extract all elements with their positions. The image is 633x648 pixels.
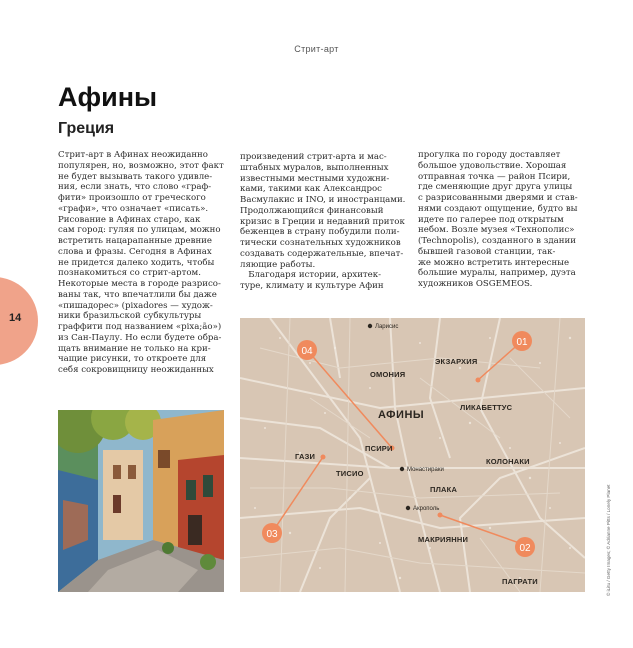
text-line: Благодаря истории, архитек- (240, 270, 382, 281)
marker-01[interactable] (512, 331, 532, 351)
text-line: Васмулакис и INO, и иностранцами. (240, 195, 406, 205)
text-line: художников OSGEMEOS. (418, 279, 533, 289)
text-line: штабных муралов, выполненных (240, 162, 389, 173)
landmark-acropolis-label: Акрополь (413, 506, 440, 512)
text-line: создавать содержательные, впечат- (240, 248, 404, 259)
text-line: сам город: гуляя по улицам, можно (58, 225, 221, 236)
text-line: с разрисованными дверями и став- (418, 193, 578, 203)
text-line: нями создают ощущение, будто вы (418, 203, 578, 214)
text-line: «пишадорес» (pixadores — худож- (58, 300, 213, 311)
text-line: чащие рисунки, то откроете для (58, 354, 207, 365)
text-line: большие муралы, например, дуэта (418, 268, 576, 279)
text-column-1 (58, 150, 228, 376)
text-line: познакомиться со стрит-артом. (58, 268, 201, 279)
district-thisio: ТИСИО (336, 469, 364, 478)
text-line: популярен, но, возможно, этот факт (58, 160, 224, 171)
text-line: ляющие работы. (240, 259, 316, 270)
marker-04[interactable] (297, 340, 317, 360)
marker-01-label: 01 (516, 337, 528, 348)
text-line: беженцев в страну побудили поли- (240, 227, 400, 238)
text-line: ками, такими как Александрос (240, 184, 382, 195)
district-pagrati: ПАГРАТИ (502, 577, 538, 586)
text-line: ния, если знать, что слово «граф- (58, 182, 212, 193)
text-line: граффити под названием «pixa;ão») (58, 322, 222, 332)
text-line: Продолжающийся финансовый (240, 205, 384, 216)
text-line: не будет вызывать такого удивле- (58, 171, 213, 182)
landmark-monastiraki (400, 467, 444, 473)
text-line: себя сокровищницу неожиданных (58, 365, 214, 375)
text-line: произведений стрит-арта и мас- (240, 152, 387, 162)
text-line: отправная точка — район Псири, (418, 171, 571, 182)
text-line: тически сознательных художников (240, 238, 401, 248)
marker-03-label: 03 (266, 529, 278, 540)
text-line: бывшей газовой станции, так- (418, 246, 556, 257)
marker-04-label: 04 (301, 346, 313, 357)
district-omonia: ОМОНИЯ (370, 370, 406, 379)
text-line: из Сан-Паулу. Но если будете обра- (58, 332, 222, 343)
text-line: туре, климату и культуре Афин (240, 281, 384, 291)
text-line: встретить нацарапанные древние (58, 236, 212, 246)
text-line: (Technopolis), созданного в здании (418, 236, 576, 246)
district-kolonaki: КОЛОНАКИ (486, 457, 530, 466)
district-exarchia: ЭКЗАРХИЯ (435, 357, 478, 366)
page-number: 14 (9, 312, 22, 324)
text-line: слова и фразы. Сегодня в Афинах (58, 246, 212, 257)
landmark-larissis-label: Ларисис (375, 324, 399, 330)
text-line: же можно встретить интересные (418, 257, 570, 268)
text-column-3 (418, 150, 588, 290)
map-city-label: АФИНЫ (378, 409, 425, 421)
text-line: большое удовольствие. Хорошая (418, 160, 567, 171)
district-plaka: ПЛАКА (430, 485, 458, 494)
marker-02-label: 02 (519, 543, 531, 554)
district-lykavittos: ЛИКАБЕТТУС (460, 403, 513, 412)
text-line: кризис в Греции и недавний приток (240, 216, 405, 227)
text-line: ваны так, что впечатлили бы даже (58, 289, 217, 300)
text-line: щать внимание не только на кри- (58, 343, 211, 354)
text-line: фити» произошло от греческого (58, 193, 206, 203)
marker-03[interactable] (262, 523, 282, 543)
text-line: ники бразильской субкультуры (58, 311, 202, 322)
district-psiri: ПСИРИ (365, 444, 393, 453)
text-line: «графи», что означает «писать». (58, 203, 209, 214)
text-line: где сменяющие друг друга улицы (418, 182, 573, 193)
marker-02[interactable] (515, 537, 535, 557)
district-makrygianni: МАКРИЯННИ (418, 535, 469, 544)
text-column-2 (240, 152, 410, 292)
page-subtitle: Греция (58, 120, 115, 137)
text-line: Некоторые места в городе разрисо- (58, 279, 221, 289)
landmark-monastiraki-label: Монастираки (407, 467, 444, 473)
district-gazi: ГАЗИ (295, 452, 316, 461)
text-line: Стрит-арт в Афинах неожиданно (58, 150, 208, 160)
text-line: Рисование в Афинах старо, как (58, 214, 201, 225)
text-line: прогулка по городу доставляет (418, 150, 561, 160)
text-line: идете по галерее под открытым (418, 214, 564, 225)
street-photo (58, 410, 224, 592)
page-title: Афины (58, 82, 158, 112)
text-line: небом. Возле музея «Технополис» (418, 225, 575, 236)
athens-map (240, 318, 585, 592)
photo-credit: © iLitu / Getty Images; © Adrianne Pitts / Lonely Planet (606, 484, 611, 596)
section-label: Стрит-арт (294, 44, 339, 54)
text-line: не придется далеко ходить, чтобы (58, 257, 215, 268)
text-line: известными местными художни- (240, 173, 390, 184)
